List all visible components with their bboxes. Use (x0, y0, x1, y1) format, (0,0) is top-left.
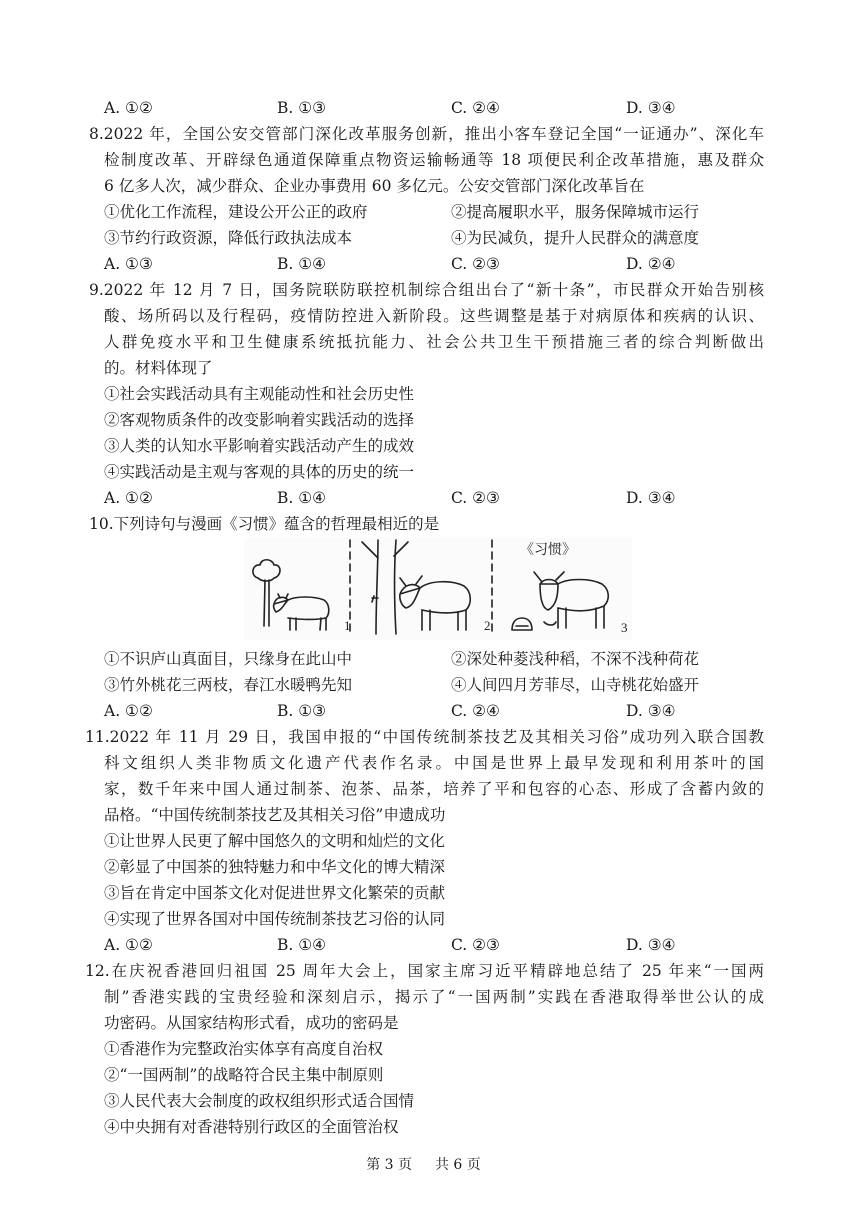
panel-1-calf (274, 594, 329, 630)
q9-stem-line-3: 人群免疫水平和卫生健康系统抵抗能力、社会公共卫生干预措施三者的综合判断做出 (104, 333, 764, 351)
q11-stem-line-4: 品格。“中国传统制茶技艺及其相关习俗”申遗成功 (104, 806, 446, 824)
q12-choice-1: ①香港作为完整政治实体享有高度自治权 (104, 1040, 384, 1058)
panel-1-tree (253, 560, 280, 626)
q8-stem-line-1: 8.2022 年，全国公安交管部门深化改革服务创新，推出小客车登记全国“一证通办”、深化车 (89, 125, 764, 143)
page-total: 共 6 页 (434, 1157, 481, 1173)
q8-option-b: B. ①④ (277, 255, 327, 273)
q9-choice-1: ①社会实践活动具有主观能动性和社会历史性 (104, 385, 415, 403)
page-number: 第 3 页 (366, 1157, 413, 1173)
q11-choice-3: ③旨在肯定中国茶文化对促进世界文化繁荣的贡献 (104, 884, 446, 902)
q10-option-c: C. ②④ (451, 702, 500, 720)
panel-2-number: 2 (484, 618, 491, 633)
q10-stem-line-1: 10.下列诗句与漫画《习惯》蕴含的哲理最相近的是 (89, 515, 440, 533)
q10-option-b: B. ①③ (277, 702, 327, 720)
q11-option-d: D. ③④ (626, 936, 676, 954)
q7-option-d: D. ③④ (626, 99, 676, 117)
q8-option-c: C. ②③ (451, 255, 500, 273)
q8-stem-line-3: 6 亿多人次，减少群众、企业办事费用 60 多亿元。公安交管部门深化改革旨在 (104, 177, 645, 195)
q11-choice-1: ①让世界人民更了解中国悠久的文明和灿烂的文化 (104, 832, 446, 850)
q11-option-a: A. ①② (104, 936, 153, 954)
q9-stem-line-4: 的。材料体现了 (104, 359, 213, 377)
q11-option-b: B. ①④ (277, 936, 327, 954)
q9-choice-4: ④实践活动是主观与客观的具体的历史的统一 (104, 463, 415, 481)
q10-choice-4: ④人间四月芳菲尽，山寺桃花始盛开 (451, 676, 700, 694)
q9-option-b: B. ①④ (277, 489, 327, 507)
q12-stem-line-2: 制”香港实践的宝贵经验和深刻启示，揭示了“一国两制”实践在香港取得举世公认的成 (104, 988, 764, 1006)
panel-1-number: 1 (344, 618, 351, 633)
q9-choice-2: ②客观物质条件的改变影响着实践活动的选择 (104, 411, 415, 429)
q9-stem-line-1: 9.2022 年 12 月 7 日，国务院联防联控机制综合组出台了“新十条”，市民群众开始告别核 (89, 281, 764, 299)
q11-stem-line-3: 家，数千年来中国人通过制茶、泡茶、品茶，培养了平和包容的心态、形成了含蓄内敛的 (104, 780, 764, 798)
q8-choice-1: ①优化工作流程，建设公开公正的政府 (104, 203, 368, 221)
q8-option-d: D. ②④ (626, 255, 676, 273)
q12-choice-2: ②“一国两制”的战略符合民主集中制原则 (104, 1066, 384, 1084)
q10-option-a: A. ①② (104, 702, 153, 720)
q10-choice-2: ②深处种菱浅种稻，不深不浅种荷花 (451, 650, 700, 668)
q12-choice-3: ③人民代表大会制度的政权组织形式适合国情 (104, 1092, 415, 1110)
q9-option-c: C. ②③ (451, 489, 500, 507)
page-footer (0, 1154, 847, 1174)
q9-stem-line-2: 酸、场所码以及行程码，疫情防控进入新阶段。这些调整是基于对病原体和疾病的认识、 (104, 307, 764, 325)
q9-option-d: D. ③④ (626, 489, 676, 507)
q7-option-a: A. ①② (104, 99, 153, 117)
q10-choice-3: ③竹外桃花三两枝，春江水暖鸭先知 (104, 676, 353, 694)
q11-stem-line-1: 11.2022 年 11 月 29 日，我国申报的“中国传统制茶技艺及其相关习俗”成功列入联合国教 (85, 728, 764, 746)
q7-option-c: C. ②④ (451, 99, 500, 117)
q8-option-a: A. ①③ (104, 255, 153, 273)
panel-3-ox (534, 572, 608, 628)
cartoon-title: 《习惯》 (520, 542, 576, 558)
q11-choice-2: ②彰显了中国茶的独特魅力和中华文化的博大精深 (104, 858, 446, 876)
q10-choice-1: ①不识庐山真面目，只缘身在此山中 (104, 650, 353, 668)
q11-choice-4: ④实现了世界各国对中国传统制茶技艺习俗的认同 (104, 910, 446, 928)
panel-3-stump (512, 618, 532, 630)
q9-option-a: A. ①② (104, 489, 153, 507)
panel-2-ox (400, 576, 470, 630)
q11-stem-line-2: 科文组织人类非物质文化遗产代表作名录。中国是世界上最早发现和利用茶叶的国 (104, 754, 764, 772)
q12-stem-line-3: 功密码。从国家结构形式看，成功的密码是 (104, 1014, 399, 1032)
panel-2-tree (362, 540, 408, 634)
habit-cartoon-drawing (244, 538, 632, 640)
q7-option-b: B. ①③ (277, 99, 327, 117)
q11-option-c: C. ②③ (451, 936, 500, 954)
q12-stem-line-1: 12.在庆祝香港回归祖国 25 周年大会上，国家主席习近平精辟地总结了 25 年来“一国两 (85, 962, 764, 980)
q9-choice-3: ③人类的认知水平影响着实践活动产生的成效 (104, 437, 415, 455)
panel-3-number: 3 (621, 620, 628, 635)
q8-stem-line-2: 检制度改革、开辟绿色通道保障重点物资运输畅通等 18 项便民利企改革措施，惠及群众 (104, 151, 764, 169)
q10-option-d: D. ③④ (626, 702, 676, 720)
q8-choice-4: ④为民减负，提升人民群众的满意度 (451, 229, 700, 247)
habit-cartoon (244, 538, 632, 640)
q12-choice-4: ④中央拥有对香港特别行政区的全面管治权 (104, 1118, 399, 1136)
q8-choice-3: ③节约行政资源，降低行政执法成本 (104, 229, 353, 247)
q8-choice-2: ②提高履职水平，服务保障城市运行 (451, 203, 700, 221)
